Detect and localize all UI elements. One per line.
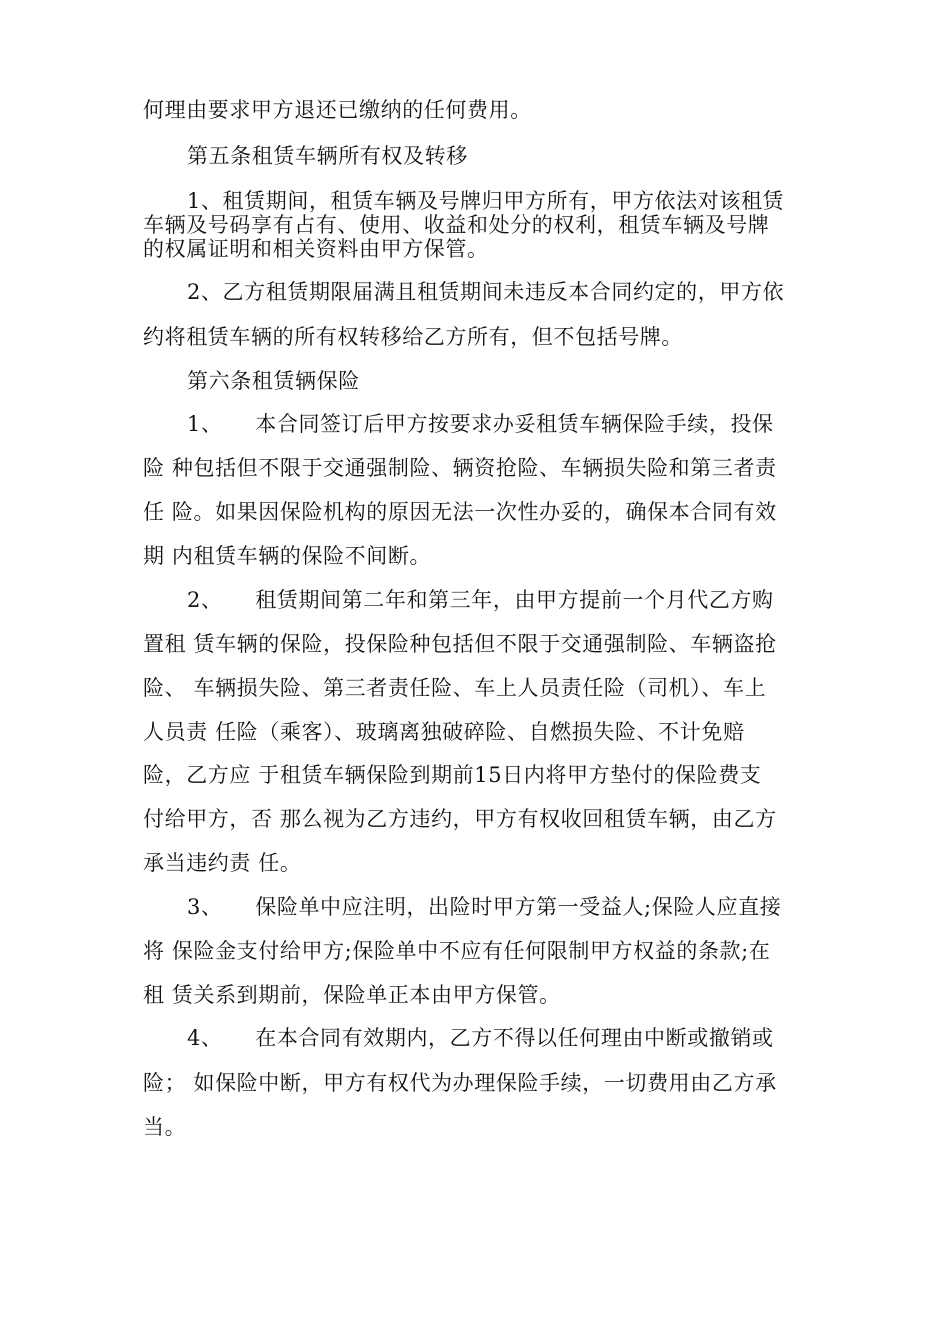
text-line: 险、 车辆损失险、第三者责任险、车上人员责任险（司机）、车上 [143, 676, 767, 700]
text-line: 人员责 任险（乘客）、玻璃离独破碎险、自燃损失险、不计免赔 [143, 720, 745, 744]
text-line: 的权属证明和相关资料由甲方保管。 [143, 237, 489, 261]
text-line: 2、 租赁期间第二年和第三年，由甲方提前一个月代乙方购 [187, 588, 774, 612]
section-heading: 第五条租赁车辆所有权及转移 [187, 144, 468, 168]
text-line: 1、租赁期间，租赁车辆及号牌归甲方所有，甲方依法对该租赁 [187, 189, 785, 213]
text-line: 2、乙方租赁期限届满且租赁期间未违反本合同约定的，甲方依 [187, 280, 785, 304]
text-line: 3、 保险单中应注明，出险时甲方第一受益人;保险人应直接 [187, 895, 782, 919]
text-line: 险，乙方应 于租赁车辆保险到期前15日内将甲方垫付的保险费支 [143, 763, 762, 787]
text-line: 付给甲方，否 那么视为乙方违约，甲方有权收回租赁车辆，由乙方 [143, 807, 777, 831]
text-line: 期 内租赁车辆的保险不间断。 [143, 544, 432, 568]
text-line: 险； 如保险中断，甲方有权代为办理保险手续，一切费用由乙方承 [143, 1071, 777, 1095]
text-line: 何理由要求甲方退还已缴纳的任何费用。 [143, 98, 532, 122]
text-line: 租 赁关系到期前，保险单正本由甲方保管。 [143, 983, 561, 1007]
text-line: 任 险。如果因保险机构的原因无法一次性办妥的，确保本合同有效 [143, 500, 777, 524]
section-heading: 第六条租赁辆保险 [187, 369, 360, 393]
text-line: 约将租赁车辆的所有权转移给乙方所有，但不包括号牌。 [143, 325, 683, 349]
text-line: 当。 [143, 1115, 187, 1139]
text-line: 4、 在本合同有效期内，乙方不得以任何理由中断或撤销或 [187, 1026, 774, 1050]
text-line: 置租 赁车辆的保险，投保险种包括但不限于交通强制险、车辆盗抢 [143, 632, 777, 656]
text-line: 承当违约责 任。 [143, 851, 302, 875]
text-line: 车辆及号码享有占有、使用、收益和处分的权利，租赁车辆及号牌 [143, 213, 770, 237]
text-line: 1、 本合同签订后甲方按要求办妥租赁车辆保险手续，投保 [187, 412, 774, 436]
text-line: 险 种包括但不限于交通强制险、辆资抢险、车辆损失险和第三者责 [143, 456, 777, 480]
text-line: 将 保险金支付给甲方;保险单中不应有任何限制甲方权益的条款;在 [143, 939, 771, 963]
